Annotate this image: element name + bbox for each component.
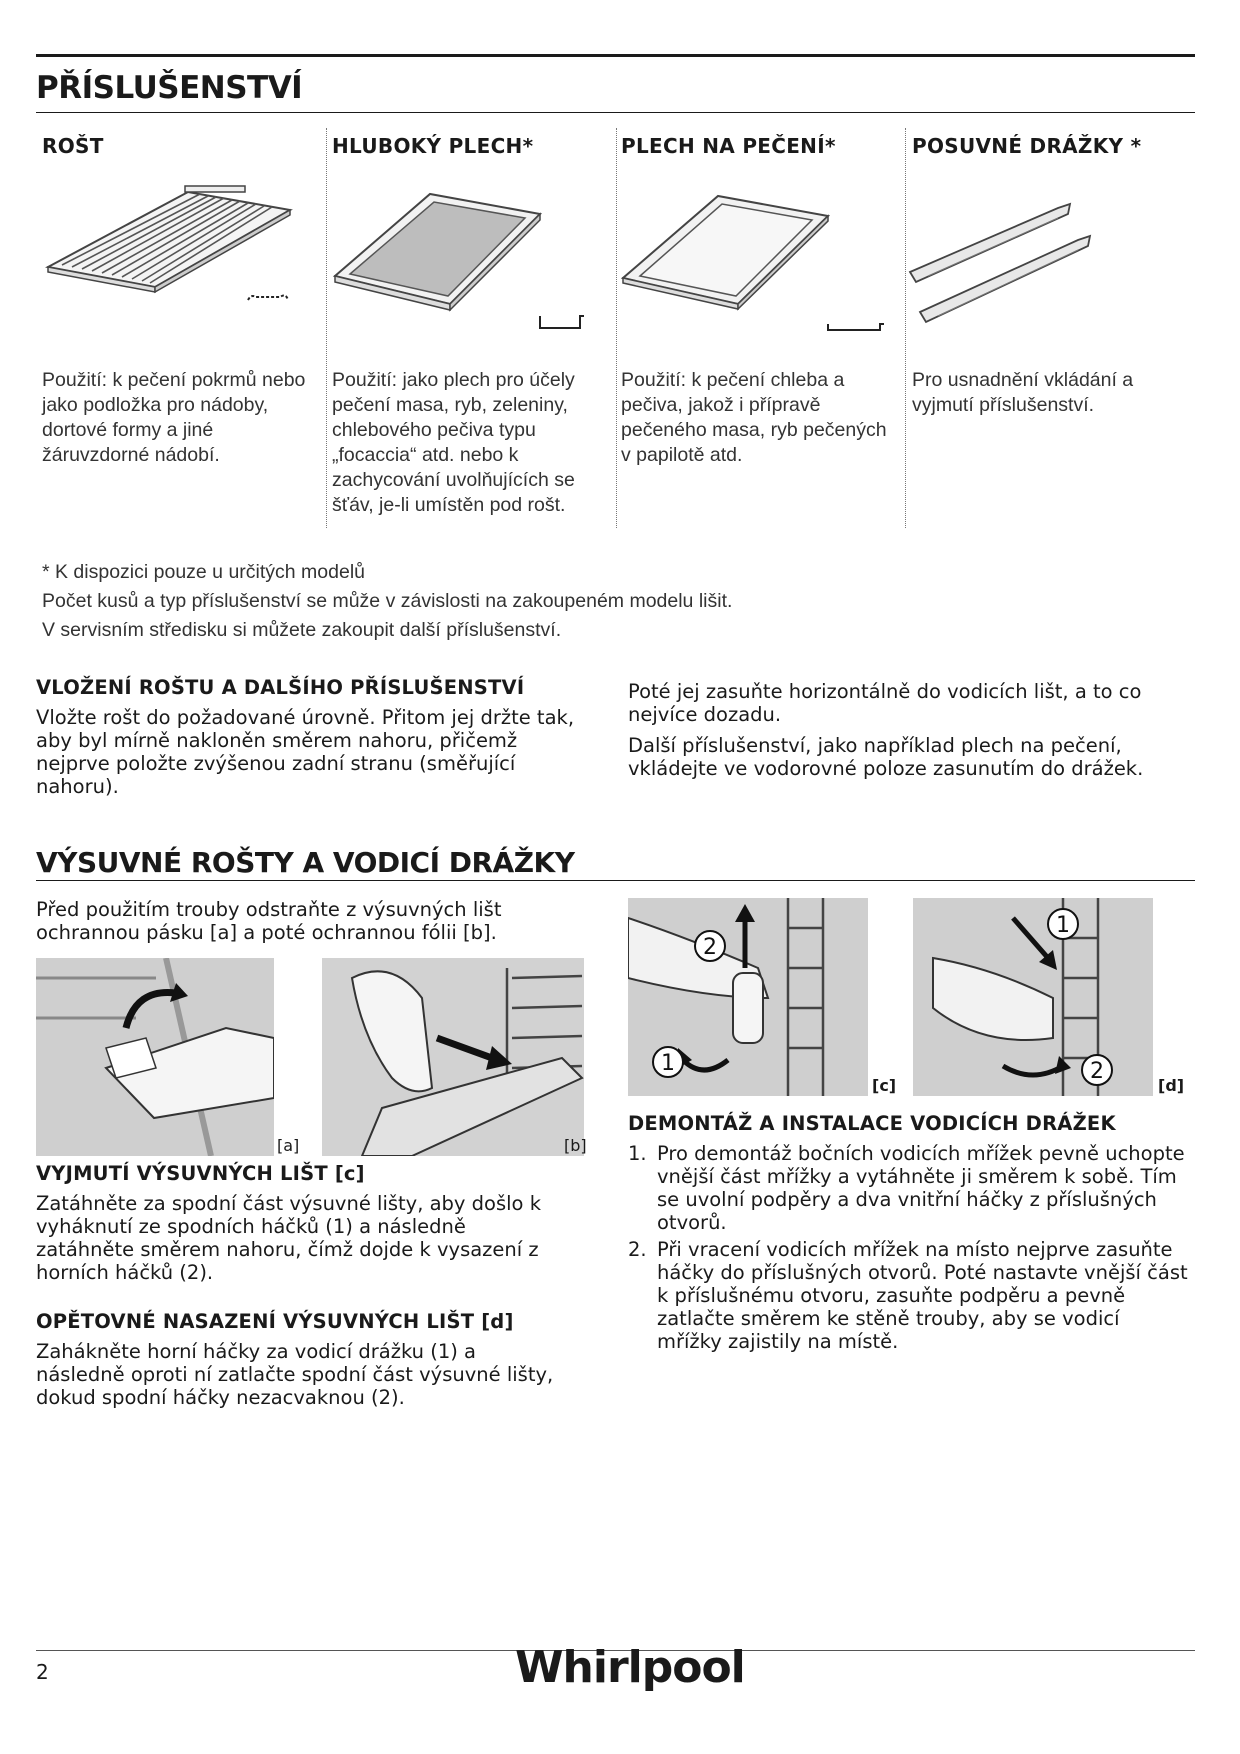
sliding-rails-illustration: [908, 196, 1098, 326]
deep-tray-description: Použití: jako plech pro účely pečení masa, ryb, zeleniny, chlebového pečiva typu „focaccia“ atd. nebo k zachycování uvolňujících se šťáv, je-li umístěn pod rošt.: [332, 369, 575, 516]
refit-heading: OPĚTOVNÉ NASAZENÍ VÝSUVNÝCH LIŠT [d]: [36, 1310, 514, 1333]
guides-step-1-number: 1.: [628, 1142, 647, 1165]
rails-title: VÝSUVNÉ ROŠTY A VODICÍ DRÁŽKY: [36, 846, 575, 879]
column-title-sliding-rails: POSUVNÉ DRÁŽKY *: [912, 134, 1142, 158]
baking-tray-description: Použití: k pečení chleba a pečiva, jakož i přípravě pečeného masa, ryb pečených v papilotě atd.: [621, 369, 887, 466]
figure-c-step-1: 1: [661, 1051, 675, 1076]
remove-heading: VYJMUTÍ VÝSUVNÝCH LIŠT [c]: [36, 1162, 365, 1185]
accessories-title: PŘÍSLUŠENSTVÍ: [36, 70, 303, 106]
figure-d-step-2: 2: [1090, 1059, 1104, 1084]
column-separator: [326, 128, 327, 528]
baking-tray-illustration: [618, 190, 898, 340]
note-service: V servisním středisku si můžete zakoupit další příslušenství.: [42, 619, 562, 641]
rails-title-rule: [36, 880, 1195, 881]
page-number: 2: [36, 1660, 49, 1684]
note-quantity: Počet kusů a typ příslušenství se může v závislosti na zakoupeném modelu lišit.: [42, 590, 733, 612]
guides-step-2-text: Při vracení vodicích mřížek na místo nejprve zasuňte háčky do příslušných otvorů. Poté nastavte vnější část k příslušnému otvoru, zasuňte podpěru a pevně zatlačte směrem ke stěně trouby, aby se vodicí mřížky zajistily na místě.: [657, 1238, 1188, 1353]
whirlpool-logo: Whirlpool: [515, 1642, 745, 1693]
deep-tray-illustration: [330, 186, 610, 336]
guides-step-2: [628, 1238, 1188, 1353]
remove-text: Zatáhněte za spodní část výsuvné lišty, aby došlo k vyháknutí ze spodních háčků (1) a následně zatáhněte směrem nahoru, čímž dojde k vysazení z horních háčků (2).: [36, 1192, 541, 1284]
note-availability: * K dispozici pouze u určitých modelů: [42, 561, 365, 583]
column-title-deep-tray: HLUBOKÝ PLECH*: [332, 134, 534, 158]
figure-c-remove-slide: [628, 898, 868, 1096]
column-separator: [616, 128, 617, 528]
figure-b-protective-film: [322, 958, 584, 1156]
insert-heading: VLOŽENÍ ROŠTU A DALŠÍHO PŘÍSLUŠENSTVÍ: [36, 676, 525, 699]
figure-c-step-2: 2: [703, 935, 717, 960]
insert-left-text: Vložte rošt do požadované úrovně. Přitom jej držte tak, aby byl mírně nakloněn směrem nahoru, přičemž nejprve položte zvýšenou zadní stranu (směřující nahoru).: [36, 706, 575, 798]
guides-step-2-number: 2.: [628, 1238, 647, 1261]
insert-right-text-1: Poté jej zasuňte horizontálně do vodicích lišt, a to co nejvíce dozadu.: [628, 680, 1142, 726]
figure-a-protective-tape: [36, 958, 274, 1156]
accessories-title-rule: [36, 112, 1195, 113]
figure-d-step-1: 1: [1056, 913, 1070, 938]
column-title-baking-tray: PLECH NA PEČENÍ*: [621, 134, 836, 158]
figure-d-label: [d]: [1158, 1076, 1185, 1095]
column-separator: [905, 128, 906, 528]
refit-text: Zahákněte horní háčky za vodicí drážku (1) a následně oproti ní zatlačte spodní část výsuvné lišty, dokud spodní háčky nezacvaknou (2).: [36, 1340, 554, 1409]
guides-steps: [628, 1142, 1188, 1357]
guides-heading: DEMONTÁŽ A INSTALACE VODICÍCH DRÁŽEK: [628, 1112, 1116, 1135]
wire-rack-illustration: [40, 182, 315, 302]
figure-b-label: [b]: [564, 1136, 587, 1155]
figure-c-label: [c]: [872, 1076, 897, 1095]
column-title-rack: ROŠT: [42, 134, 104, 158]
figure-d-refit-slide: [913, 898, 1153, 1096]
rack-description: Použití: k pečení pokrmů nebo jako podložka pro nádoby, dortové formy a jiné žáruvzdorné nádobí.: [42, 369, 306, 466]
rails-intro: Před použitím trouby odstraňte z výsuvných lišt ochrannou pásku [a] a poté ochrannou fólii [b].: [36, 898, 502, 944]
guides-step-1-text: Pro demontáž bočních vodicích mřížek pevně uchopte vnější část mřížky a vytáhněte ji směrem k sobě. Tím se uvolní podpěry a dva vnitřní háčky z příslušných otvorů.: [657, 1142, 1185, 1234]
figure-a-label: [a]: [277, 1136, 300, 1155]
guides-step-1: [628, 1142, 1188, 1234]
insert-right-text-2: Další příslušenství, jako například plech na pečení, vkládejte ve vodorovné poloze zasunutím do drážek.: [628, 734, 1144, 780]
sliding-rails-description: Pro usnadnění vkládání a vyjmutí příslušenství.: [912, 369, 1134, 416]
top-rule: [36, 54, 1195, 57]
